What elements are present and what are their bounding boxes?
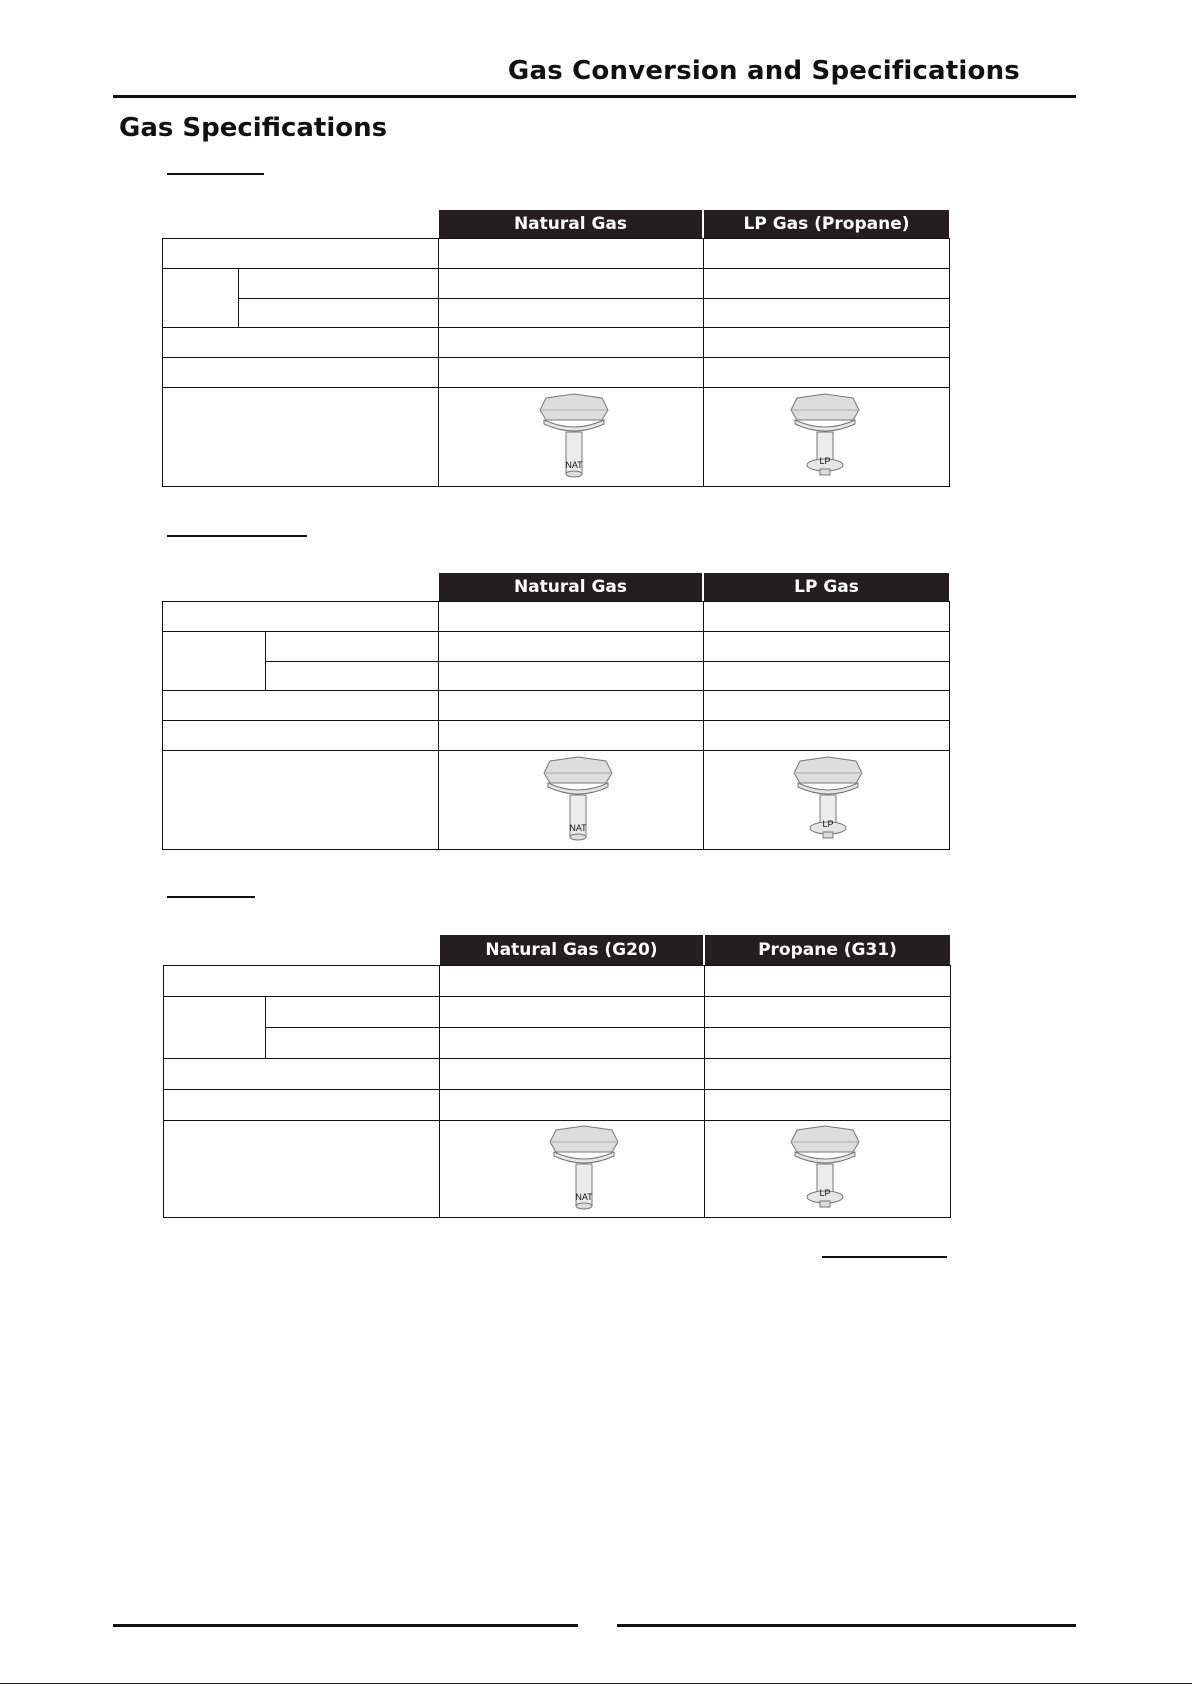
table-1-row-label (162, 238, 439, 269)
table-3-cell (439, 1058, 705, 1090)
table-2-cell (703, 631, 950, 662)
table-2-row-label (162, 750, 439, 850)
orifice-label: NAT (569, 823, 587, 833)
table-2-cell (703, 720, 950, 751)
natural-gas-orifice-icon (544, 1124, 624, 1214)
table-1-cell (438, 327, 704, 358)
footer-rule-right (617, 1624, 1076, 1627)
table-1-cell (438, 268, 704, 299)
table-2-cell (438, 601, 704, 632)
table-1-header-lp: LP Gas (Propane) (704, 210, 949, 238)
table-3-row-label (163, 965, 440, 997)
table-2-group-label (162, 631, 266, 691)
table-3-row-label (163, 1058, 440, 1090)
table-2-row-label (162, 690, 439, 721)
table-3-cell (439, 965, 705, 997)
section-title: Gas Specifications (119, 113, 388, 143)
orifice-label: NAT (575, 1192, 593, 1202)
table-3-cell (704, 1089, 951, 1121)
table-1-cell (438, 238, 704, 269)
table-3-cell (439, 996, 705, 1028)
table-1-cell (438, 357, 704, 388)
page-bottom-rule (0, 1683, 1192, 1684)
orifice-label: LP (822, 819, 834, 829)
table-2-cell (438, 720, 704, 751)
natural-gas-orifice-icon (538, 755, 618, 845)
table-2-cell (438, 690, 704, 721)
lp-gas-orifice-icon (788, 755, 868, 845)
table-2-row-label (162, 601, 439, 632)
table-2-cell (438, 661, 704, 691)
table-2-row-label (162, 720, 439, 751)
table-1-header-natural: Natural Gas (439, 210, 702, 238)
table-3-cell (439, 1089, 705, 1121)
table-1-cell (703, 357, 950, 388)
lp-gas-orifice-icon (785, 1124, 865, 1214)
note-rule (822, 1256, 947, 1258)
table-2-subheading-rule (167, 535, 307, 537)
table-2-cell (703, 661, 950, 691)
table-3-row-label (163, 1089, 440, 1121)
table-1-group-label (162, 268, 239, 328)
table-1-cell (703, 298, 950, 328)
orifice-label: NAT (565, 460, 583, 470)
table-3-subheading-rule (167, 896, 255, 898)
orifice-label: LP (819, 1188, 831, 1198)
table-1-cell (438, 298, 704, 328)
table-3-row-label (265, 1027, 440, 1059)
table-1-row-label (162, 387, 439, 487)
natural-gas-orifice-icon (534, 392, 614, 482)
table-3-cell (704, 965, 951, 997)
table-3-cell (439, 1027, 705, 1059)
table-2-row-label (265, 661, 439, 691)
table-1-cell (703, 327, 950, 358)
orifice-label: LP (819, 456, 831, 466)
table-3-header-propane: Propane (G31) (705, 935, 950, 965)
footer-rule-left (113, 1624, 578, 1627)
table-3-cell (704, 1027, 951, 1059)
table-3-cell (704, 996, 951, 1028)
table-3-cell (704, 1058, 951, 1090)
table-1-cell (703, 238, 950, 269)
table-2-header-natural: Natural Gas (439, 573, 702, 601)
table-1-subheading-rule (167, 173, 264, 175)
table-1-cell (703, 268, 950, 299)
table-3-row-label (163, 1120, 440, 1218)
header-rule (113, 95, 1076, 98)
table-1-row-label (162, 327, 439, 358)
table-2-cell (703, 601, 950, 632)
table-1-row-label (162, 357, 439, 388)
table-1-row-label (238, 298, 439, 328)
page-header-title: Gas Conversion and Specifications (507, 56, 1020, 86)
table-1-row-label (238, 268, 439, 299)
lp-gas-orifice-icon (785, 392, 865, 482)
table-2-cell (438, 631, 704, 662)
table-2-header-lp: LP Gas (704, 573, 949, 601)
table-3-group-label (163, 996, 266, 1059)
table-3-row-label (265, 996, 440, 1028)
table-2-cell (703, 690, 950, 721)
table-2-row-label (265, 631, 439, 662)
table-3-header-natural: Natural Gas (G20) (440, 935, 703, 965)
